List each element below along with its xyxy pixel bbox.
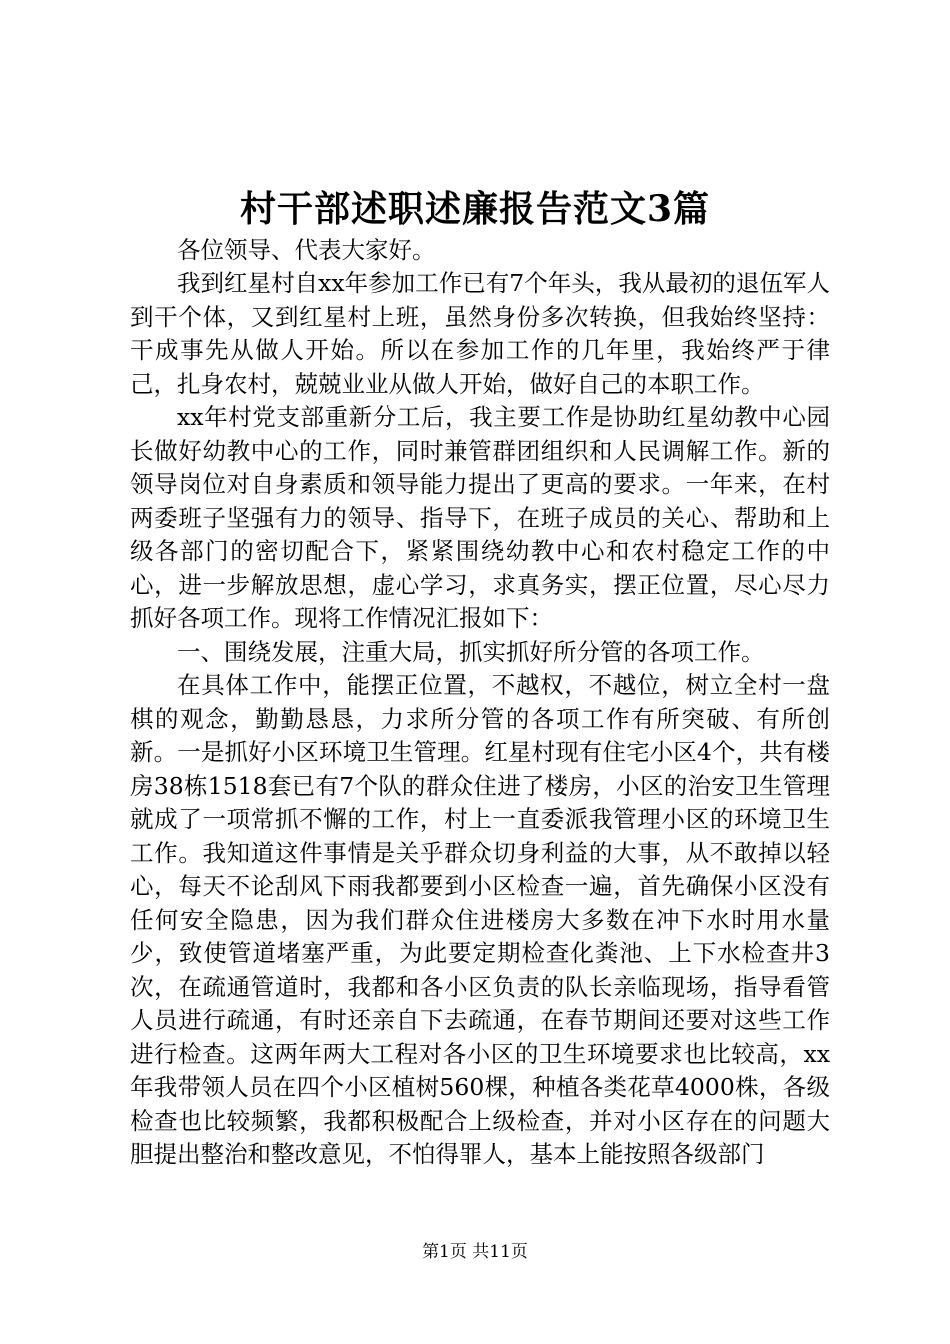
document-title: 村干部述职述廉报告范文3篇 xyxy=(239,188,711,230)
paragraph-greeting: 各位领导、代表大家好。 xyxy=(177,236,436,264)
paragraph-background: 我到红星村自xx年参加工作已有7个年头，我从最初的退伍军人到干个体，又到红星村上班，虽然身份多次转换，但我始终坚持：干成事先从做人开始。所以在参加工作的几年里，我始终严于律己，扎身农村，兢兢业业从做人开始，做好自己的本职工作。 xyxy=(130,269,830,398)
page-footer xyxy=(0,1241,950,1263)
section-heading-1: 一、围绕发展，注重大局，抓实抓好所分管的各项工作。 xyxy=(177,637,765,666)
paragraph-duties: xx年村党支部重新分工后，我主要工作是协助红星幼教中心园长做好幼教中心的工作，同时兼管群团组织和人民调解工作。新的领导岗位对自身素质和领导能力提出了更高的要求。一年来，在村两委班子坚强有力的领导、指导下，在班子成员的关心、帮助和上级各部门的密切配合下，紧紧围绕幼教中心和农村稳定工作的中心，进一步解放思想，虚心学习，求真务实，摆正位置，尽心尽力抓好各项工作。现将工作情况汇报如下： xyxy=(130,403,830,633)
paragraph-work-details: 在具体工作中，能摆正位置，不越权，不越位，树立全村一盘棋的观念，勤勤恳恳，力求所分管的各项工作有所突破、有所创新。一是抓好小区环境卫生管理。红星村现有住宅小区4个，共有楼房38栋1518套已有7个队的群众住进了楼房，小区的治安卫生管理就成了一项常抓不懈的工作，村上一直委派我管理小区的环境卫生工作。我知道这件事情是关乎群众切身利益的大事，从不敢掉以轻心，每天不论刮风下雨我都要到小区检查一遍，首先确保小区没有任何安全隐患，因为我们群众住进楼房大多数在冲下水时用水量少，致使管道堵塞严重，为此要定期检查化粪池、上下水检查井3次，在疏通管道时，我都和各小区负责的队长亲临现场，指导看管人员进行疏通，有时还亲自下去疏通，在春节期间还要对这些工作进行检查。这两年两大工程对各小区的卫生环境要求也比较高，xx年我带领人员在四个小区植树560棵，种植各类花草4000株，各级检查也比较频繁，我都积极配合上级检查，并对小区存在的问题大胆提出整治和整改意见，不怕得罪人，基本上能按照各级部门 xyxy=(130,671,830,1169)
page-total: 共11页 xyxy=(472,1242,528,1262)
page-number: 第1页 xyxy=(422,1242,467,1262)
document-body xyxy=(130,234,830,1172)
